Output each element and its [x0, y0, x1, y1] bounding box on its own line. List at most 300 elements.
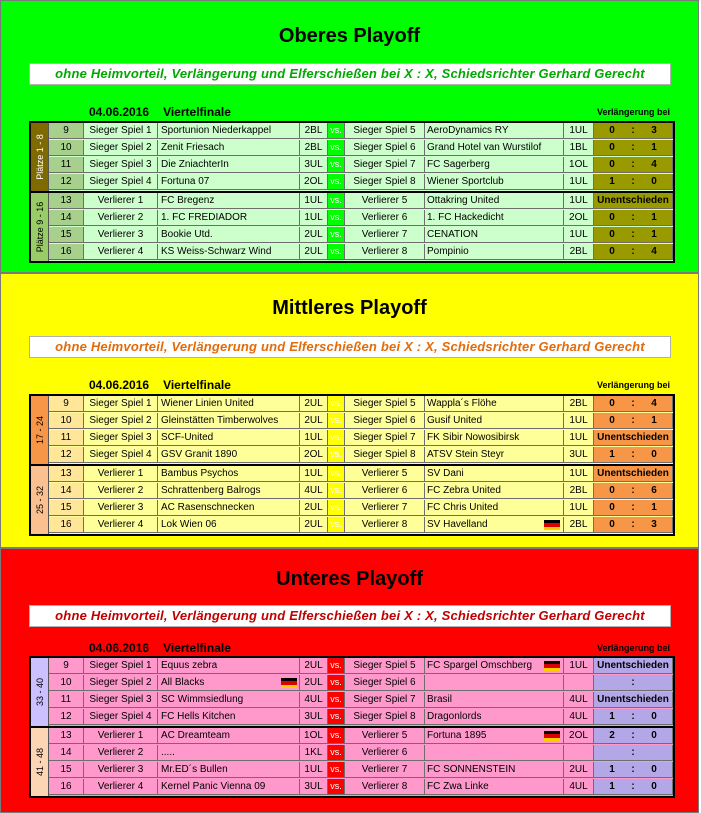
match-number: 13: [49, 466, 84, 482]
home-slot-label: Verlierer 2: [84, 483, 158, 499]
table-row: [31, 396, 673, 413]
away-league: 2BL: [564, 483, 594, 499]
away-slot-label: Verlierer 6: [345, 745, 425, 761]
table-row: [31, 483, 673, 500]
table-row: [31, 157, 673, 174]
home-score: 1: [609, 781, 615, 792]
away-score: 0: [651, 781, 657, 792]
match-date: 04.06.2016: [89, 641, 150, 655]
away-team: FC Sagerberg: [425, 157, 564, 173]
home-team: Gleinstätten Timberwolves: [158, 413, 300, 429]
home-league: 2UL: [300, 396, 328, 412]
table-row: [31, 728, 673, 745]
match-number: 12: [49, 709, 84, 725]
match-number: 11: [49, 430, 84, 446]
table-row: [31, 779, 673, 796]
versus-label: vs.: [328, 762, 345, 778]
match-number: 12: [49, 174, 84, 190]
away-league: 3UL: [564, 447, 594, 463]
away-team: FC Spargel Omschberg: [425, 658, 564, 674]
away-team: SV Havelland: [425, 517, 564, 533]
home-league: 2UL: [300, 227, 328, 243]
away-team: Ottakring United: [425, 193, 564, 209]
away-score: 4: [651, 246, 657, 257]
match-number: 9: [49, 396, 84, 412]
match-number: 13: [49, 193, 84, 209]
home-team: Schrattenberg Balrogs: [158, 483, 300, 499]
away-slot-label: Sieger Spiel 8: [345, 174, 425, 190]
score-separator: :: [631, 502, 635, 513]
score-separator: :: [631, 730, 635, 741]
home-team: GSV Granit 1890: [158, 447, 300, 463]
home-score: 1: [609, 764, 615, 775]
away-slot-label: Verlierer 8: [345, 244, 425, 260]
away-league: 2OL: [564, 728, 594, 744]
away-slot-label: Verlierer 8: [345, 779, 425, 795]
away-slot-label: Sieger Spiel 5: [345, 658, 425, 674]
score-separator: :: [631, 711, 635, 722]
away-league: [564, 745, 594, 761]
home-team: AC Dreamteam: [158, 728, 300, 744]
home-league: 1UL: [300, 430, 328, 446]
away-slot-label: Verlierer 8: [345, 517, 425, 533]
home-team: KS Weiss-Schwarz Wind: [158, 244, 300, 260]
result-cell: [594, 430, 673, 446]
versus-label: vs.: [328, 517, 345, 533]
away-team: [425, 745, 564, 761]
section-title: Oberes Playoff: [278, 25, 421, 47]
result-cell: [594, 413, 673, 429]
away-score: 0: [651, 711, 657, 722]
home-slot-label: Verlierer 2: [84, 210, 158, 226]
home-score: 0: [609, 125, 615, 136]
away-team: FC SONNENSTEIN: [425, 762, 564, 778]
away-league: 2BL: [564, 244, 594, 260]
home-slot-label: Sieger Spiel 3: [84, 157, 158, 173]
home-slot-label: Sieger Spiel 4: [84, 447, 158, 463]
match-number: 13: [49, 728, 84, 744]
home-score: 0: [609, 502, 615, 513]
home-slot-label: Verlierer 1: [84, 728, 158, 744]
versus-label: vs.: [328, 157, 345, 173]
home-team: Die ZniachterIn: [158, 157, 300, 173]
away-league: 2BL: [564, 517, 594, 533]
away-team: FK Sibir Nowosibirsk: [425, 430, 564, 446]
table-row: [31, 517, 673, 534]
result-cell: [594, 675, 673, 691]
match-number: 16: [49, 517, 84, 533]
match-number: 15: [49, 227, 84, 243]
result-text: Unentschieden: [597, 468, 669, 479]
home-team: Wiener Linien United: [158, 396, 300, 412]
table-row: [31, 244, 673, 261]
result-cell: [594, 762, 673, 778]
fixtures-table: [29, 656, 675, 798]
match-date-line: [89, 641, 231, 655]
home-team: SCF-United: [158, 430, 300, 446]
result-text: Unentschieden: [597, 195, 669, 206]
home-slot-label: Verlierer 3: [84, 227, 158, 243]
away-score: 1: [651, 212, 657, 223]
result-cell: [594, 123, 673, 139]
away-slot-label: Sieger Spiel 8: [345, 447, 425, 463]
home-score: 0: [609, 246, 615, 257]
match-date-line: [89, 105, 231, 119]
table-row: [31, 745, 673, 762]
versus-label: vs.: [328, 227, 345, 243]
result-cell: [594, 466, 673, 482]
home-score: 0: [609, 519, 615, 530]
home-slot-label: Verlierer 1: [84, 466, 158, 482]
result-cell: [594, 193, 673, 209]
home-team: 1. FC FREDIADOR: [158, 210, 300, 226]
match-number: 14: [49, 210, 84, 226]
away-score: 1: [651, 502, 657, 513]
home-score: 0: [609, 212, 615, 223]
versus-label: vs.: [328, 210, 345, 226]
score-separator: :: [631, 519, 635, 530]
table-row: [31, 430, 673, 447]
away-league: 1UL: [564, 413, 594, 429]
away-league: 1UL: [564, 123, 594, 139]
home-slot-label: Sieger Spiel 1: [84, 123, 158, 139]
table-row: [31, 447, 673, 464]
table-row: [31, 227, 673, 244]
away-league: 1UL: [564, 193, 594, 209]
away-league: 1UL: [564, 227, 594, 243]
away-league: [564, 675, 594, 691]
home-league: 2OL: [300, 174, 328, 190]
playoff-section: [0, 0, 699, 273]
table-row: [31, 675, 673, 692]
away-slot-label: Sieger Spiel 5: [345, 123, 425, 139]
versus-label: vs.: [328, 709, 345, 725]
away-team: 1. FC Hackedicht: [425, 210, 564, 226]
home-league: 3UL: [300, 779, 328, 795]
score-separator: :: [631, 485, 635, 496]
versus-label: vs.: [328, 692, 345, 708]
away-league: 1BL: [564, 140, 594, 156]
versus-label: vs.: [328, 500, 345, 516]
away-slot-label: Verlierer 5: [345, 193, 425, 209]
score-separator: :: [631, 677, 635, 688]
away-team: Fortuna 1895: [425, 728, 564, 744]
home-slot-label: Sieger Spiel 1: [84, 658, 158, 674]
home-league: 2UL: [300, 500, 328, 516]
home-slot-label: Verlierer 4: [84, 517, 158, 533]
match-number: 14: [49, 483, 84, 499]
extra-time-header: Verlängerung bei: [596, 380, 670, 390]
score-separator: :: [631, 246, 635, 257]
away-slot-label: Verlierer 7: [345, 500, 425, 516]
result-cell: [594, 396, 673, 412]
rules-note: ohne Heimvorteil, Verlängerung und Elferschießen bei X : X, Schiedsrichter Gerhard Gerecht: [29, 63, 671, 85]
section-title: Unteres Playoff: [276, 568, 423, 590]
match-date-line: [89, 378, 231, 392]
away-league: 2OL: [564, 210, 594, 226]
home-score: 0: [609, 398, 615, 409]
home-team: Mr.ED´s Bullen: [158, 762, 300, 778]
match-number: 9: [49, 123, 84, 139]
away-slot-label: Verlierer 5: [345, 728, 425, 744]
german-flag-icon: [544, 661, 560, 671]
home-league: 1OL: [300, 728, 328, 744]
versus-label: vs.: [328, 123, 345, 139]
home-team: Kernel Panic Vienna 09: [158, 779, 300, 795]
home-league: 2UL: [300, 517, 328, 533]
score-separator: :: [631, 781, 635, 792]
table-row: [31, 466, 673, 483]
fixtures-table: [29, 121, 675, 263]
away-score: 4: [651, 159, 657, 170]
match-number: 14: [49, 745, 84, 761]
result-cell: [594, 140, 673, 156]
match-date: 04.06.2016: [89, 105, 150, 119]
table-row: [31, 413, 673, 430]
away-team: FC Zebra United: [425, 483, 564, 499]
match-date: 04.06.2016: [89, 378, 150, 392]
home-team: Zenit Friesach: [158, 140, 300, 156]
away-team: Gusif United: [425, 413, 564, 429]
away-team: Wappla´s Flöhe: [425, 396, 564, 412]
match-number: 15: [49, 762, 84, 778]
table-row: [31, 762, 673, 779]
away-league: 4UL: [564, 779, 594, 795]
result-cell: [594, 728, 673, 744]
home-score: 0: [609, 485, 615, 496]
table-row: [31, 193, 673, 210]
home-slot-label: Verlierer 3: [84, 500, 158, 516]
versus-label: vs.: [328, 745, 345, 761]
home-slot-label: Verlierer 4: [84, 244, 158, 260]
away-league: 4UL: [564, 692, 594, 708]
home-team: SC Wimmsiedlung: [158, 692, 300, 708]
away-team: FC Zwa Linke: [425, 779, 564, 795]
result-text: Unentschieden: [597, 660, 669, 671]
away-score: 0: [651, 764, 657, 775]
german-flag-icon: [544, 520, 560, 530]
away-score: 1: [651, 415, 657, 426]
home-slot-label: Verlierer 2: [84, 745, 158, 761]
versus-label: vs.: [328, 466, 345, 482]
away-team: Brasil: [425, 692, 564, 708]
result-cell: [594, 745, 673, 761]
group-label-text: 33 - 40: [34, 677, 45, 707]
home-score: 0: [609, 159, 615, 170]
away-league: 1UL: [564, 466, 594, 482]
home-slot-label: Sieger Spiel 1: [84, 396, 158, 412]
away-score: 4: [651, 398, 657, 409]
away-slot-label: Verlierer 6: [345, 483, 425, 499]
score-separator: :: [631, 212, 635, 223]
score-separator: :: [631, 229, 635, 240]
away-team: SV Dani: [425, 466, 564, 482]
away-score: 0: [651, 449, 657, 460]
match-number: 16: [49, 244, 84, 260]
away-slot-label: Sieger Spiel 7: [345, 430, 425, 446]
home-slot-label: Sieger Spiel 4: [84, 174, 158, 190]
match-number: 12: [49, 447, 84, 463]
away-team: [425, 675, 564, 691]
versus-label: vs.: [328, 193, 345, 209]
away-slot-label: Verlierer 7: [345, 227, 425, 243]
fixtures-table: [29, 394, 675, 536]
home-team: Lok Wien 06: [158, 517, 300, 533]
away-team: Pompinio: [425, 244, 564, 260]
versus-label: vs.: [328, 728, 345, 744]
away-league: 1UL: [564, 174, 594, 190]
home-score: 0: [609, 415, 615, 426]
match-number: 16: [49, 779, 84, 795]
home-league: 2UL: [300, 244, 328, 260]
match-number: 10: [49, 140, 84, 156]
result-cell: [594, 658, 673, 674]
home-team: Bookie Utd.: [158, 227, 300, 243]
away-slot-label: Sieger Spiel 7: [345, 157, 425, 173]
match-number: 11: [49, 157, 84, 173]
result-cell: [594, 500, 673, 516]
section-title: Mittleres Playoff: [272, 297, 427, 319]
result-cell: [594, 779, 673, 795]
group-label-text: 41 - 48: [34, 747, 45, 777]
table-row: [31, 174, 673, 191]
home-score: 1: [609, 711, 615, 722]
home-league: 1UL: [300, 210, 328, 226]
table-row: [31, 692, 673, 709]
score-separator: :: [631, 764, 635, 775]
table-row: [31, 658, 673, 675]
table-row: [31, 140, 673, 157]
group-label-text: 25 - 32: [34, 485, 45, 515]
away-score: 1: [651, 142, 657, 153]
playoff-section: [0, 273, 699, 548]
home-league: 4UL: [300, 483, 328, 499]
match-number: 10: [49, 413, 84, 429]
home-league: 2UL: [300, 675, 328, 691]
away-score: 0: [651, 730, 657, 741]
versus-label: vs.: [328, 244, 345, 260]
rules-note: ohne Heimvorteil, Verlängerung und Elferschießen bei X : X, Schiedsrichter Gerhard Gerecht: [29, 336, 671, 358]
home-score: 1: [609, 449, 615, 460]
score-separator: :: [631, 449, 635, 460]
versus-label: vs.: [328, 675, 345, 691]
home-league: 2BL: [300, 123, 328, 139]
group-label-text: 17 - 24: [34, 415, 45, 445]
table-row: [31, 123, 673, 140]
away-slot-label: Sieger Spiel 7: [345, 692, 425, 708]
home-league: 4UL: [300, 692, 328, 708]
extra-time-header: Verlängerung bei: [596, 107, 670, 117]
group-label-text: Plätze 1 - 8: [34, 134, 45, 180]
away-team: Dragonlords: [425, 709, 564, 725]
away-league: 1UL: [564, 430, 594, 446]
away-league: 1OL: [564, 157, 594, 173]
home-league: 2BL: [300, 140, 328, 156]
result-cell: [594, 210, 673, 226]
versus-label: vs.: [328, 447, 345, 463]
result-cell: [594, 244, 673, 260]
home-team: All Blacks: [158, 675, 300, 691]
result-cell: [594, 483, 673, 499]
home-league: 1UL: [300, 466, 328, 482]
result-cell: [594, 174, 673, 190]
away-score: 3: [651, 519, 657, 530]
away-slot-label: Sieger Spiel 5: [345, 396, 425, 412]
german-flag-icon: [544, 731, 560, 741]
result-cell: [594, 157, 673, 173]
away-league: 1UL: [564, 500, 594, 516]
away-score: 3: [651, 125, 657, 136]
home-score: 2: [609, 730, 615, 741]
versus-label: vs.: [328, 413, 345, 429]
away-league: 2BL: [564, 396, 594, 412]
rules-note: ohne Heimvorteil, Verlängerung und Elferschießen bei X : X, Schiedsrichter Gerhard Gerecht: [29, 605, 671, 627]
away-slot-label: Verlierer 7: [345, 762, 425, 778]
away-slot-label: Verlierer 5: [345, 466, 425, 482]
home-score: 1: [609, 176, 615, 187]
away-slot-label: Sieger Spiel 6: [345, 675, 425, 691]
away-team: CENATION: [425, 227, 564, 243]
away-slot-label: Sieger Spiel 8: [345, 709, 425, 725]
away-league: 2UL: [564, 762, 594, 778]
score-separator: :: [631, 176, 635, 187]
score-separator: :: [631, 415, 635, 426]
home-slot-label: Verlierer 4: [84, 779, 158, 795]
away-team: ATSV Stein Steyr: [425, 447, 564, 463]
round-name: Viertelfinale: [163, 641, 231, 655]
extra-time-header: Verlängerung bei: [596, 643, 670, 653]
home-team: Fortuna 07: [158, 174, 300, 190]
away-score: 1: [651, 229, 657, 240]
versus-label: vs.: [328, 483, 345, 499]
versus-label: vs.: [328, 430, 345, 446]
playoff-section: [0, 548, 699, 813]
home-slot-label: Verlierer 1: [84, 193, 158, 209]
home-slot-label: Sieger Spiel 4: [84, 709, 158, 725]
home-slot-label: Sieger Spiel 2: [84, 140, 158, 156]
home-team: Bambus Psychos: [158, 466, 300, 482]
table-row: [31, 210, 673, 227]
result-cell: [594, 517, 673, 533]
home-team: Sportunion Niederkappel: [158, 123, 300, 139]
result-cell: [594, 692, 673, 708]
home-league: 1KL: [300, 745, 328, 761]
versus-label: vs.: [328, 140, 345, 156]
home-score: 0: [609, 229, 615, 240]
home-league: 3UL: [300, 709, 328, 725]
away-slot-label: Sieger Spiel 6: [345, 140, 425, 156]
away-league: 1UL: [564, 658, 594, 674]
home-team: FC Hells Kitchen: [158, 709, 300, 725]
versus-label: vs.: [328, 779, 345, 795]
versus-label: vs.: [328, 658, 345, 674]
match-number: 15: [49, 500, 84, 516]
home-league: 3UL: [300, 157, 328, 173]
home-league: 1UL: [300, 762, 328, 778]
round-name: Viertelfinale: [163, 378, 231, 392]
round-name: Viertelfinale: [163, 105, 231, 119]
versus-label: vs.: [328, 174, 345, 190]
away-team: AeroDynamics RY: [425, 123, 564, 139]
away-league: 4UL: [564, 709, 594, 725]
result-cell: [594, 227, 673, 243]
home-team: .....: [158, 745, 300, 761]
home-team: FC Bregenz: [158, 193, 300, 209]
match-number: 11: [49, 692, 84, 708]
home-slot-label: Sieger Spiel 2: [84, 675, 158, 691]
home-slot-label: Sieger Spiel 3: [84, 430, 158, 446]
score-separator: :: [631, 142, 635, 153]
